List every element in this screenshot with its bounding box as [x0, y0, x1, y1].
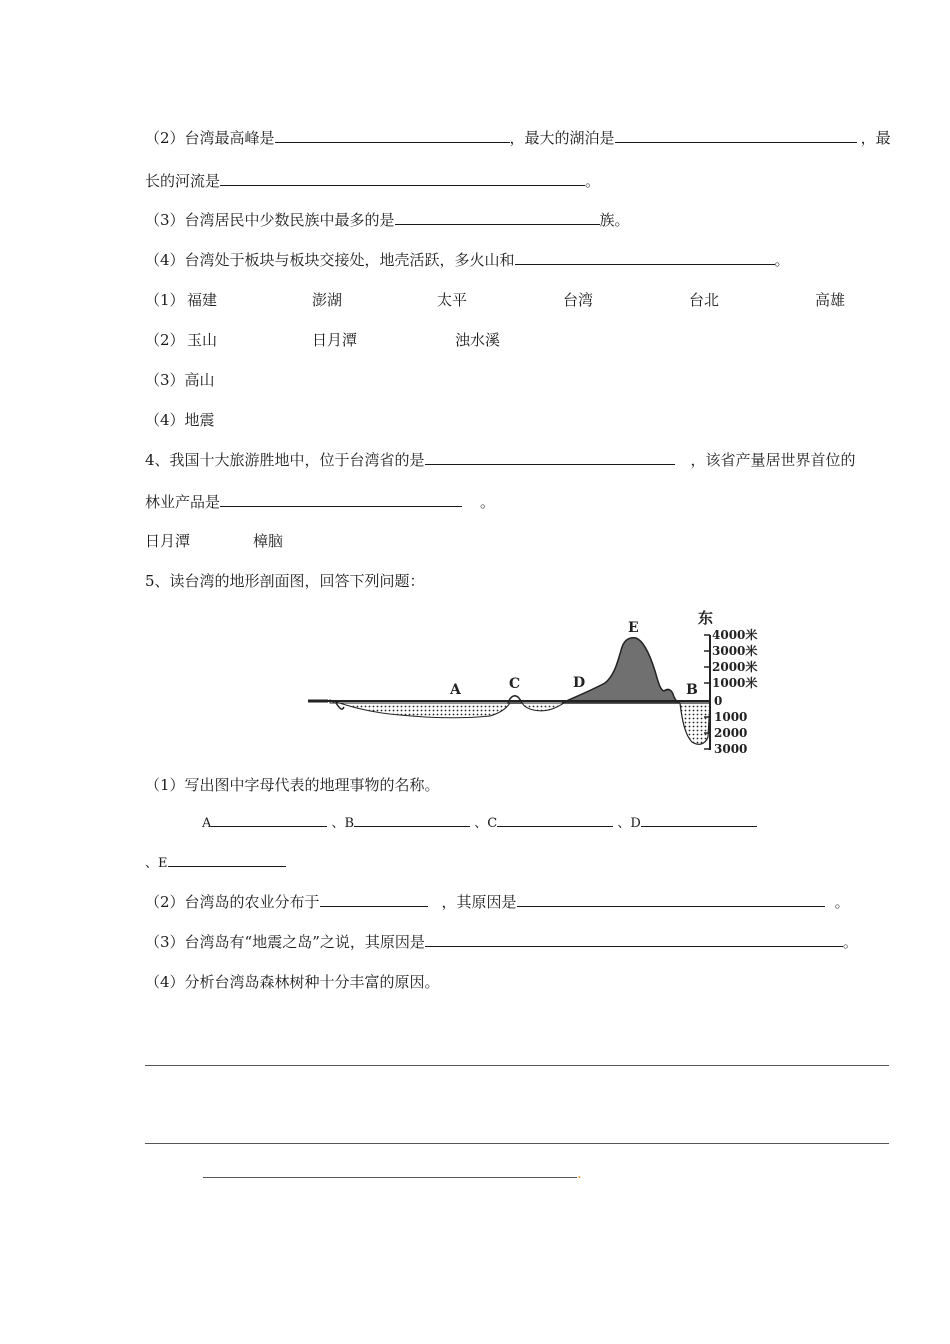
- answer-blank[interactable]: [515, 250, 775, 265]
- answer-row-4: （4）地震: [145, 411, 215, 429]
- answer-blank[interactable]: [641, 812, 757, 827]
- answer-blank[interactable]: [425, 932, 843, 947]
- point-label-e: E: [628, 620, 639, 636]
- q5-title: 5、读台湾的地形剖面图，回答下列问题：: [145, 572, 425, 590]
- answer-row-3: （3）高山: [145, 371, 215, 389]
- answer-line[interactable]: [203, 1177, 577, 1178]
- q5-sub4: （4）分析台湾岛森林树种十分丰富的原因。: [145, 973, 440, 991]
- answer-item: 高雄: [815, 291, 846, 309]
- q5-letter-e: 、E: [145, 852, 286, 875]
- answer-item: 澎湖: [312, 291, 343, 309]
- answer-blank[interactable]: [220, 171, 585, 186]
- answer-blank[interactable]: [320, 892, 428, 907]
- answer-item: 台湾: [563, 291, 594, 309]
- point-label-b: B: [686, 682, 698, 698]
- answer-item: 日月潭: [312, 331, 358, 349]
- elev-label: 2000: [714, 726, 748, 740]
- answer-line[interactable]: [145, 1143, 889, 1144]
- answer-item: 太平: [437, 291, 468, 309]
- point-label-d: D: [573, 675, 586, 691]
- answer-blank[interactable]: [354, 812, 470, 827]
- answer-item: 浊水溪: [455, 331, 501, 349]
- answer-blank[interactable]: [497, 812, 613, 827]
- elev-label: 3000米: [712, 644, 758, 658]
- answer-blank[interactable]: [275, 128, 510, 143]
- q5-sub2: （2）台湾岛的农业分布于 ，其原因是 。: [145, 893, 850, 911]
- q3-part2-line2: 长的河流是 。: [145, 172, 601, 190]
- q4-line1: 4、我国十大旅游胜地中，位于台湾省的是 ，该省产量居世界首位的: [145, 451, 856, 469]
- point-label-c: C: [509, 676, 521, 692]
- answer-blank[interactable]: [395, 210, 600, 225]
- q4-answer: 日月潭: [145, 532, 191, 550]
- q3-part3: （3）台湾居民中少数民族中最多的是 族。: [145, 211, 630, 229]
- answer-blank[interactable]: [615, 128, 857, 143]
- q5-sub3: （3）台湾岛有“地震之岛”之说，其原因是 。: [145, 933, 858, 951]
- q4-answer: 樟脑: [253, 532, 284, 550]
- answer-line[interactable]: [145, 1065, 889, 1066]
- elev-label: 2000米: [712, 660, 758, 674]
- answer-item: 福建: [187, 291, 218, 309]
- elev-label: 1000: [714, 710, 748, 724]
- sea-east: [680, 703, 710, 744]
- answer-blank[interactable]: [517, 892, 825, 907]
- point-label-a: A: [450, 682, 461, 698]
- final-dot: .: [577, 1164, 582, 1182]
- answer-blank[interactable]: [168, 852, 286, 867]
- answer-row-2-label: （2）: [145, 331, 185, 349]
- q5-letter-blanks: A 、B 、C 、D: [202, 812, 757, 835]
- sea-mid: [522, 703, 564, 711]
- elev-label: 3000: [714, 742, 748, 756]
- answer-blank[interactable]: [211, 812, 327, 827]
- island-mountain: [562, 638, 680, 703]
- q4-line2: 林业产品是 。: [145, 493, 496, 511]
- taiwan-terrain-profile: [300, 605, 760, 760]
- answer-row-1-label: （1）: [145, 291, 185, 309]
- elev-label: 1000米: [712, 676, 758, 690]
- q3-part4: （4）台湾处于板块与板块交接处，地壳活跃，多火山和 。: [145, 251, 790, 269]
- answer-blank[interactable]: [220, 492, 462, 507]
- direction-label: 东: [698, 609, 714, 627]
- q3-part2-line1: （2）台湾最高峰是 ，最大的湖泊是 ，最: [145, 129, 891, 147]
- answer-blank[interactable]: [425, 450, 675, 465]
- q5-sub1: （1）写出图中字母代表的地理事物的名称。: [145, 776, 440, 794]
- sea-west: [330, 700, 510, 718]
- elev-label: 0: [714, 694, 723, 708]
- elev-label: 4000米: [712, 628, 758, 642]
- answer-item: 玉山: [187, 331, 218, 349]
- answer-item: 台北: [689, 291, 720, 309]
